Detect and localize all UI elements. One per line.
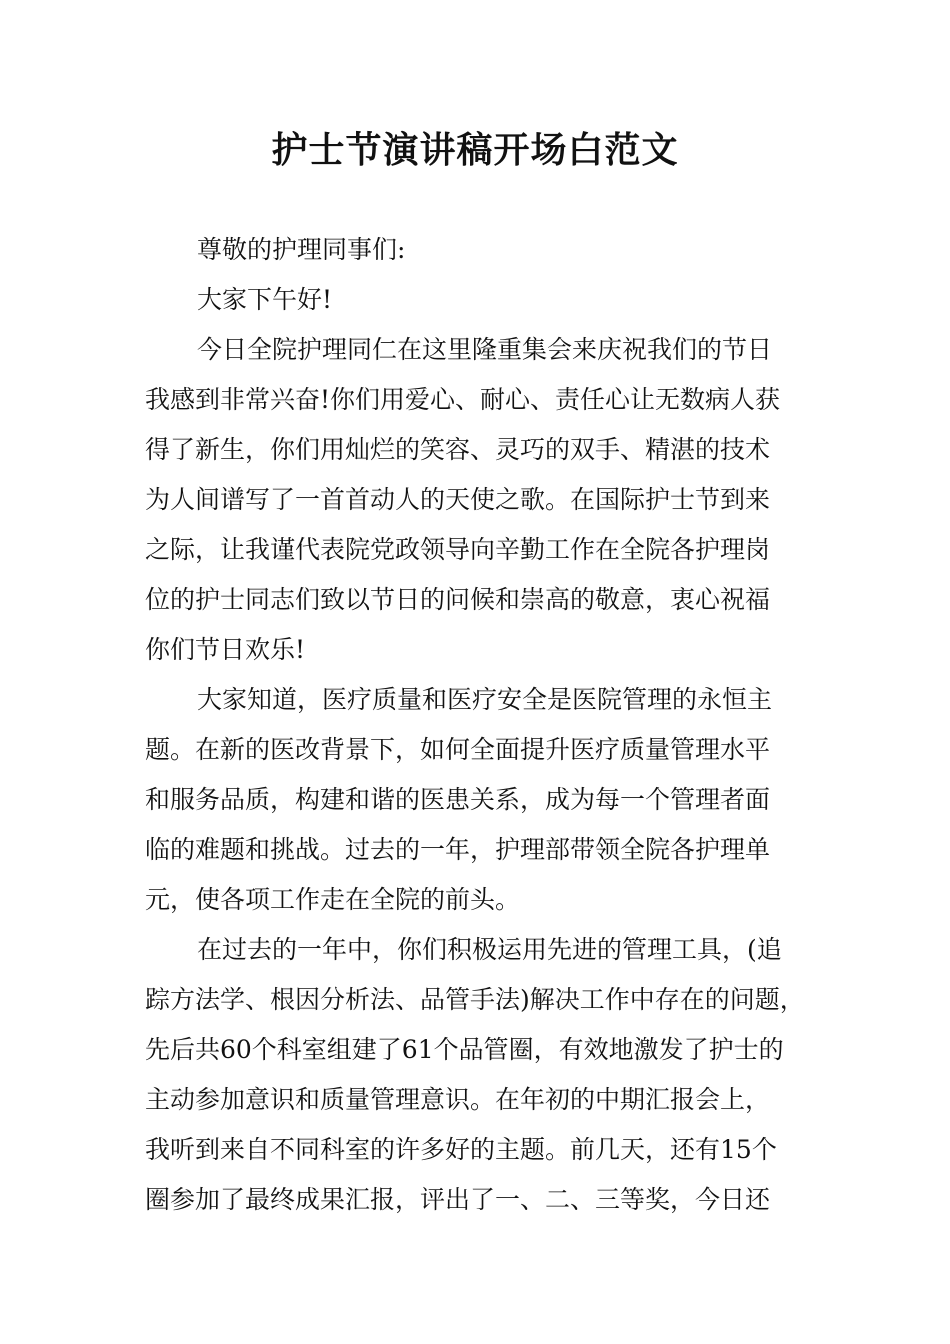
paragraph-line: 和服务品质，构建和谐的医患关系，成为每一个管理者面	[145, 785, 771, 814]
paragraph-line: 得了新生，你们用灿烂的笑容、灵巧的双手、精湛的技术	[145, 435, 771, 464]
paragraph-line: 圈参加了最终成果汇报，评出了一、二、三等奖，今日还	[145, 1185, 771, 1214]
paragraph-line: 题。在新的医改背景下，如何全面提升医疗质量管理水平	[145, 735, 771, 764]
document-body	[145, 225, 810, 1225]
paragraph-line: 在过去的一年中，你们积极运用先进的管理工具，(追	[197, 935, 782, 964]
paragraph-line: 我听到来自不同科室的许多好的主题。前几天，还有15个	[145, 1135, 777, 1164]
paragraph-line: 先后共60个科室组建了61个品管圈，有效地激发了护士的	[145, 1035, 784, 1064]
paragraph-line: 临的难题和挑战。过去的一年，护理部带领全院各护理单	[145, 835, 771, 864]
paragraph-line: 主动参加意识和质量管理意识。在年初的中期汇报会上，	[145, 1085, 771, 1114]
paragraph-line: 今日全院护理同仁在这里隆重集会来庆祝我们的节日	[197, 335, 773, 364]
paragraph-line: 为人间谱写了一首首动人的天使之歌。在国际护士节到来	[145, 485, 771, 514]
paragraph-line: 位的护士同志们致以节日的问候和崇高的敬意，衷心祝福	[145, 585, 771, 614]
document-title: 护士节演讲稿开场白范文	[271, 129, 679, 171]
paragraph-line: 之际，让我谨代表院党政领导向辛勤工作在全院各护理岗	[145, 535, 771, 564]
greeting-line: 大家下午好!	[197, 285, 333, 314]
salutation-line: 尊敬的护理同事们:	[197, 235, 406, 264]
paragraph-line: 我感到非常兴奋!你们用爱心、耐心、责任心让无数病人获	[145, 385, 781, 414]
paragraph-line: 踪方法学、根因分析法、品管手法)解决工作中存在的问题，	[145, 985, 805, 1014]
paragraph-line: 大家知道，医疗质量和医疗安全是医院管理的永恒主	[197, 685, 773, 714]
paragraph-line: 元，使各项工作走在全院的前头。	[145, 885, 521, 914]
paragraph-line: 你们节日欢乐!	[145, 635, 306, 664]
